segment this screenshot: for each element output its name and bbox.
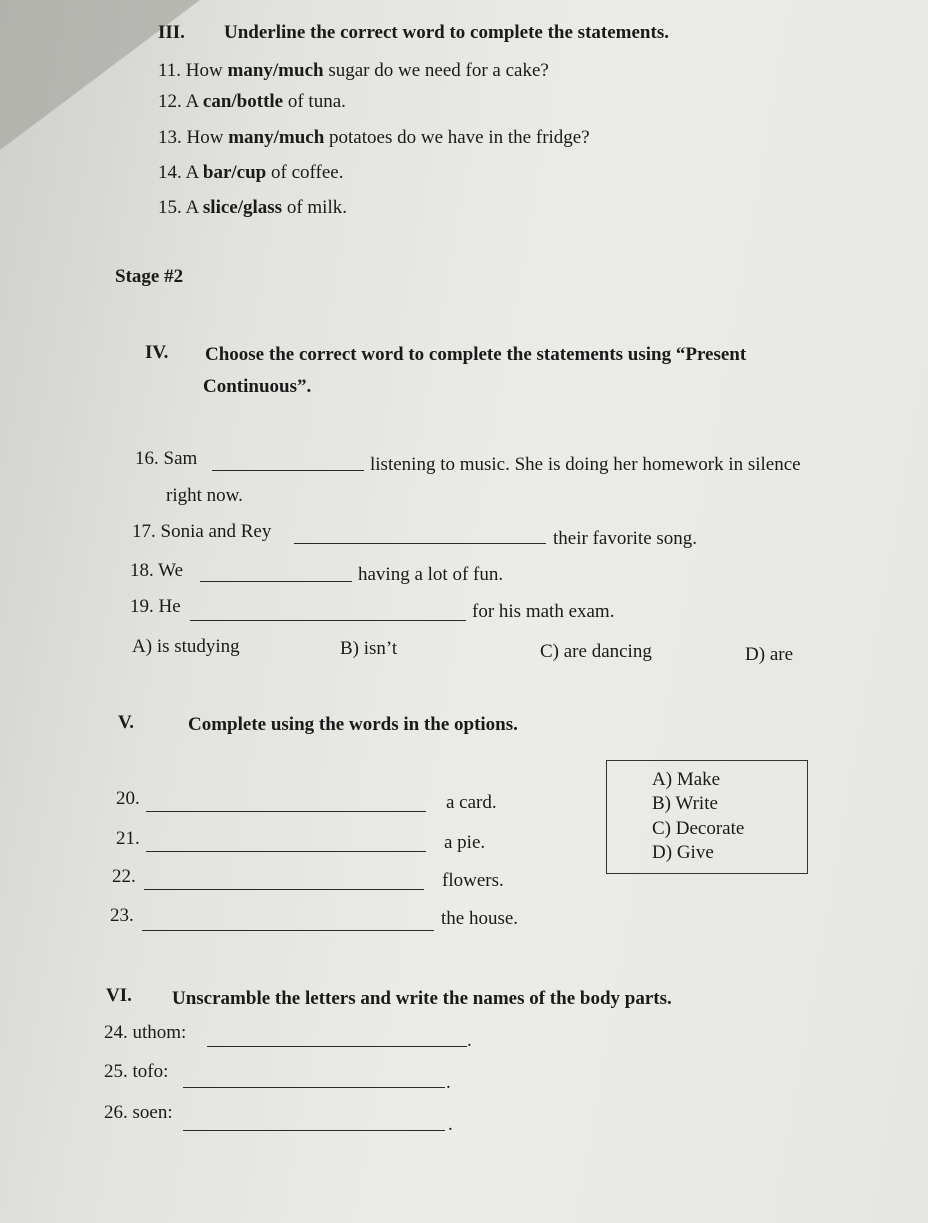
word-option-b [652, 793, 718, 815]
section-3-numeral: III. [158, 22, 185, 43]
item-22-text: flowers. [442, 870, 504, 891]
item-choice: can/bottle [202, 91, 284, 112]
item-22-blank[interactable] [144, 889, 424, 890]
item-15 [158, 197, 347, 219]
section-6-heading: Unscramble the letters and write the names of the body parts. [172, 988, 672, 1009]
item-26-label: 26. soen: [104, 1102, 173, 1123]
item-number: 12. [158, 91, 182, 112]
item-26-end: . [448, 1114, 453, 1135]
item-25-label: 25. tofo: [104, 1061, 169, 1082]
q18-start: 18. We [130, 560, 184, 581]
word-option-c [652, 818, 744, 840]
item-choice: slice/glass [202, 197, 283, 218]
q19-end: for his math exam. [472, 601, 615, 622]
section-4-heading-line1: Choose the correct word to complete the statements using “Present [205, 344, 747, 365]
item-number: 14. [158, 162, 182, 183]
word-option-d [652, 842, 714, 864]
option-b [340, 638, 397, 660]
item-text: A [185, 91, 203, 112]
section-6-numeral: VI. [106, 985, 132, 1006]
option-text: isn’t [363, 638, 398, 659]
item-choice: many/much [227, 60, 324, 81]
item-25-end: . [446, 1072, 451, 1093]
q16-blank[interactable] [212, 470, 364, 471]
item-23-number: 23. [110, 905, 134, 926]
item-26-blank[interactable] [183, 1130, 445, 1131]
item-21-text: a pie. [444, 832, 486, 853]
item-text: A [185, 162, 203, 183]
q18-end: having a lot of fun. [358, 564, 504, 585]
option-text: are dancing [563, 641, 652, 662]
item-14 [158, 162, 343, 184]
item-text: sugar do we need for a cake? [323, 60, 549, 81]
item-24-blank[interactable] [207, 1046, 467, 1047]
item-24-label: 24. uthom: [104, 1022, 187, 1043]
item-choice: many/much [228, 127, 325, 148]
option-text: are [769, 644, 794, 665]
option-letter: A) [652, 769, 673, 790]
option-letter: A) [132, 636, 153, 657]
option-text: is studying [156, 636, 240, 657]
option-text: Make [676, 769, 721, 790]
item-21-number: 21. [116, 828, 140, 849]
option-text: Write [675, 793, 718, 814]
q17-blank[interactable] [294, 543, 546, 544]
item-text: of tuna. [283, 91, 346, 112]
item-12 [158, 91, 346, 113]
option-letter: D) [745, 644, 766, 665]
item-23-blank[interactable] [142, 930, 434, 931]
item-text: How [185, 60, 228, 81]
item-text: potatoes do we have in the fridge? [324, 127, 590, 148]
q18-blank[interactable] [200, 581, 352, 582]
option-d [745, 644, 793, 666]
item-20-number: 20. [116, 788, 140, 809]
item-20-blank[interactable] [146, 811, 426, 812]
q19-blank[interactable] [190, 620, 466, 621]
item-22-number: 22. [112, 866, 136, 887]
item-number: 15. [158, 197, 182, 218]
option-letter: D) [652, 842, 673, 863]
q16-end: listening to music. She is doing her homework in silence [370, 454, 801, 475]
section-4-heading-line2: Continuous”. [203, 376, 312, 397]
q19-start: 19. He [130, 596, 181, 617]
item-text: How [186, 127, 229, 148]
q16-continued: right now. [166, 485, 243, 506]
item-25-blank[interactable] [183, 1087, 445, 1088]
q16-start: 16. Sam [135, 448, 198, 469]
item-number: 11. [158, 60, 182, 81]
item-23-text: the house. [441, 908, 519, 929]
item-number: 13. [158, 127, 182, 148]
item-13 [158, 127, 590, 149]
section-3-heading: Underline the correct word to complete the statements. [224, 22, 669, 43]
item-text: A [185, 197, 203, 218]
option-c [540, 641, 652, 663]
q17-start: 17. Sonia and Rey [132, 521, 272, 542]
stage-label: Stage #2 [115, 266, 184, 287]
item-24-end: . [467, 1030, 472, 1051]
item-choice: bar/cup [202, 162, 267, 183]
item-text: of coffee. [266, 162, 344, 183]
option-a [132, 636, 240, 658]
item-text: of milk. [282, 197, 347, 218]
option-letter: B) [340, 638, 359, 659]
option-text: Decorate [675, 818, 745, 839]
section-5-numeral: V. [118, 712, 135, 733]
option-text: Give [676, 842, 714, 863]
q17-end: their favorite song. [553, 528, 698, 549]
option-letter: C) [652, 818, 671, 839]
word-option-a [652, 769, 720, 791]
item-21-blank[interactable] [146, 851, 426, 852]
item-11 [158, 60, 549, 82]
option-letter: C) [540, 641, 559, 662]
option-letter: B) [652, 793, 671, 814]
section-4-numeral: IV. [145, 342, 169, 363]
item-20-text: a card. [446, 792, 497, 813]
section-5-heading: Complete using the words in the options. [188, 714, 518, 735]
